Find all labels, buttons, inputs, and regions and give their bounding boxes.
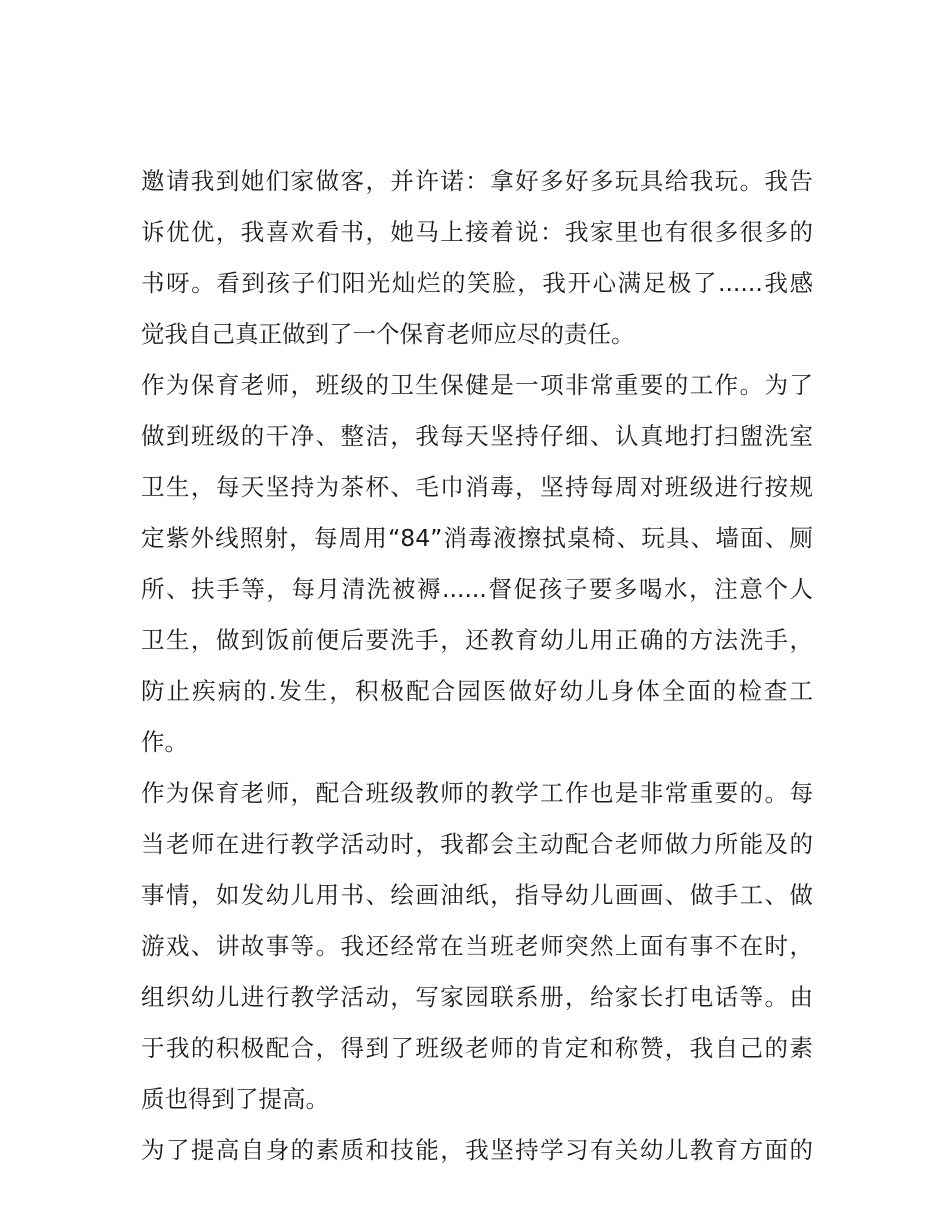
- paragraph-line: 游戏、讲故事等。我还经常在当班老师突然上面有事不在时，: [141, 932, 813, 960]
- paragraph-line: 为了提高自身的素质和技能，我坚持学习有关幼儿教育方面的: [141, 1136, 813, 1164]
- paragraph-line: 书呀。看到孩子们阳光灿烂的笑脸，我开心满足极了......我感: [141, 269, 813, 297]
- paragraph-4: [141, 1125, 813, 1176]
- paragraph-line: 于我的积极配合，得到了班级老师的肯定和称赞，我自己的素: [141, 1034, 813, 1062]
- paragraph-line: 所、扶手等，每月清洗被褥......督促孩子要多喝水，注意个人: [141, 575, 813, 603]
- paragraph-line: 作为保育老师，配合班级教师的教学工作也是非常重要的。每: [141, 779, 813, 807]
- paragraph-line: 作为保育老师，班级的卫生保健是一项非常重要的工作。为了: [141, 371, 813, 399]
- paragraph-line: 质也得到了提高。: [141, 1085, 329, 1113]
- paragraph-line: 做到班级的干净、整洁，我每天坚持仔细、认真地打扫盥洗室: [141, 422, 813, 450]
- paragraph-line: 组织幼儿进行教学活动，写家园联系册，给家长打电话等。由: [141, 983, 813, 1011]
- paragraph-line: 卫生，每天坚持为茶杯、毛巾消毒，坚持每周对班级进行按规: [141, 473, 813, 501]
- paragraph-3: [141, 768, 813, 1125]
- paragraph-line: 觉我自己真正做到了一个保育老师应尽的责任。: [141, 320, 635, 348]
- paragraph-line: 作。: [141, 728, 188, 756]
- paragraph-2: [141, 360, 813, 768]
- document-body: [141, 156, 813, 1176]
- paragraph-line: 防止疾病的.发生，积极配合园医做好幼儿身体全面的检查工: [141, 677, 813, 705]
- paragraph-line: 诉优优，我喜欢看书，她马上接着说：我家里也有很多很多的: [141, 218, 813, 246]
- paragraph-line: 定紫外线照射，每周用“84”消毒液擦拭桌椅、玩具、墙面、厕: [141, 524, 813, 552]
- paragraph-line: 邀请我到她们家做客，并许诺：拿好多好多玩具给我玩。我告: [141, 167, 813, 195]
- paragraph-line: 卫生，做到饭前便后要洗手，还教育幼儿用正确的方法洗手，: [141, 626, 813, 654]
- paragraph-line: 当老师在进行教学活动时，我都会主动配合老师做力所能及的: [141, 830, 813, 858]
- paragraph-1: [141, 156, 813, 360]
- paragraph-line: 事情，如发幼儿用书、绘画油纸，指导幼儿画画、做手工、做: [141, 881, 813, 909]
